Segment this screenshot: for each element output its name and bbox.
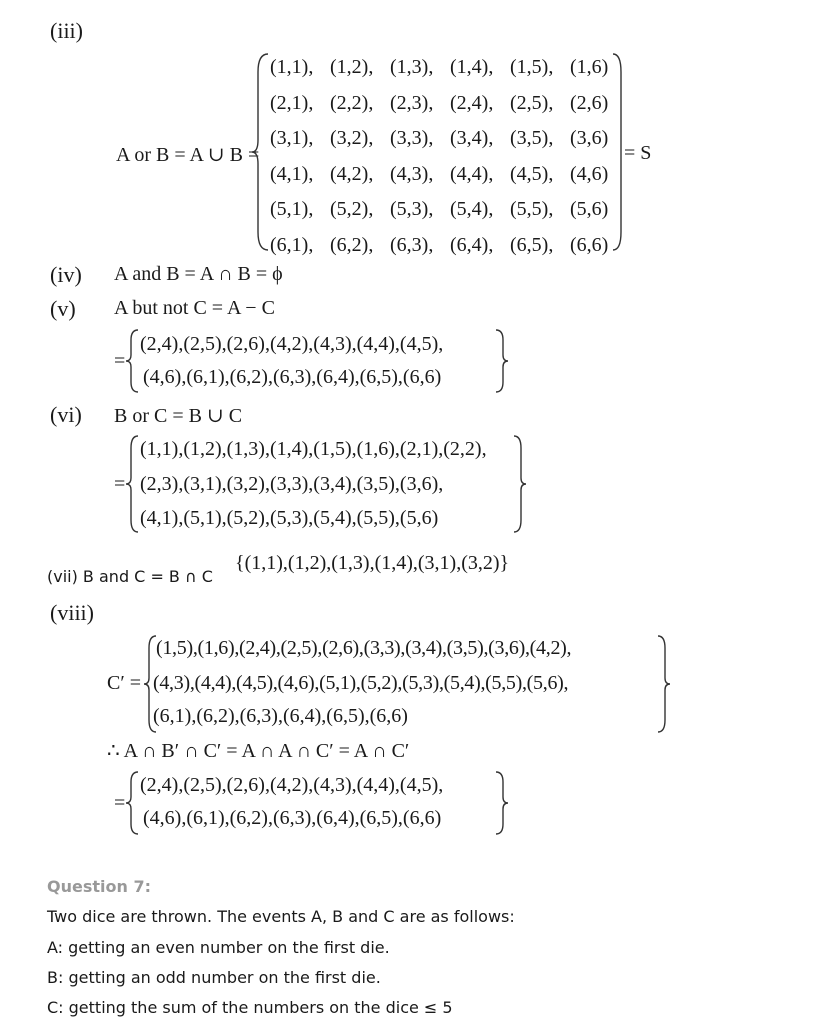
part-vi-left-brace <box>124 434 140 534</box>
part-vi-equals: = <box>114 473 126 495</box>
sample-space-cell: (6,6) <box>570 233 609 256</box>
sample-space-cell: (6,4), <box>450 233 494 256</box>
sample-space-cell: (5,3), <box>390 198 434 220</box>
part-viii-therefore: ∴ A ∩ B′ ∩ C′ = A ∩ A ∩ C′ = A ∩ C′ <box>107 740 410 762</box>
part-iii-lhs: A or B = A ∪ B = <box>116 144 260 166</box>
sample-space-cell: (3,4), <box>450 127 494 149</box>
sample-space-cell: (1,3), <box>390 56 434 78</box>
sample-space-cell: (4,1), <box>270 162 314 185</box>
part-iii-left-brace <box>250 52 270 252</box>
part-vi-row-1: (1,1),(1,2),(1,3),(1,4),(1,5),(1,6),(2,1),(2,2), <box>140 438 487 460</box>
sample-space-cell: (1,2), <box>330 56 374 78</box>
sample-space-cell: (6,5), <box>510 233 554 256</box>
part-v-equals: = <box>114 350 126 372</box>
part-viii-row-2: (4,3),(4,4),(4,5),(4,6),(5,1),(5,2),(5,3),(5,4),(5,5),(5,6), <box>153 672 569 694</box>
sample-space-cell: (3,5), <box>510 127 554 149</box>
part-viii-row-1: (1,5),(1,6),(2,4),(2,5),(2,6),(3,3),(3,4),(3,5),(3,6),(4,2), <box>156 637 572 659</box>
sample-space-cell: (4,3), <box>390 162 434 185</box>
part-iv-label: (iv) <box>50 262 82 287</box>
sample-space-cell: (4,4), <box>450 162 494 185</box>
part-iv-text: A and B = A ∩ B = ϕ <box>114 263 283 285</box>
sample-space-cell: (6,1), <box>270 233 314 256</box>
sample-space-cell: (2,4), <box>450 91 494 114</box>
part-viii-right-brace <box>656 634 672 734</box>
part-vii-text: (vii) B and C = B ∩ C <box>47 567 213 586</box>
sample-space-cell: (3,2), <box>330 127 374 149</box>
sample-space-cell: (2,6) <box>570 91 609 114</box>
part-v-label: (v) <box>50 296 76 321</box>
part-vi-right-brace <box>512 434 528 534</box>
part-vii-set: {(1,1),(1,2),(1,3),(1,4),(3,1),(3,2)} <box>235 552 510 574</box>
sample-space-cell: (1,1), <box>270 56 314 78</box>
sample-space-cell: (6,3), <box>390 233 434 256</box>
sample-space-cell: (4,2), <box>330 162 374 185</box>
part-v-text: A but not C = A − C <box>114 297 275 319</box>
part-v-right-brace <box>494 328 510 394</box>
sample-space-cell: (4,5), <box>510 162 554 185</box>
sample-space-cell: (2,2), <box>330 91 374 114</box>
part-iii-label: (iii) <box>50 18 83 43</box>
sample-space-cell: (5,2), <box>330 198 374 220</box>
sample-space-cell: (5,6) <box>570 198 609 220</box>
sample-space-cell: (3,1), <box>270 127 314 149</box>
part-v-row-2: (4,6),(6,1),(6,2),(6,3),(6,4),(6,5),(6,6) <box>143 366 442 388</box>
part-v-left-brace <box>124 328 140 394</box>
part-viii-row-3: (6,1),(6,2),(6,3),(6,4),(6,5),(6,6) <box>153 705 408 727</box>
part-viii-result-left-brace <box>124 770 140 836</box>
part-vi-row-3: (4,1),(5,1),(5,2),(5,3),(5,4),(5,5),(5,6) <box>140 507 439 529</box>
sample-space-cell: (5,4), <box>450 198 494 220</box>
question-7-line-2: A: getting an even number on the first die. <box>47 938 390 957</box>
part-viii-result-row-2: (4,6),(6,1),(6,2),(6,3),(6,4),(6,5),(6,6) <box>143 807 442 829</box>
sample-space-cell: (5,5), <box>510 198 554 220</box>
sample-space-cell: (6,2), <box>330 233 374 256</box>
part-vii-set-values: (1,1),(1,2),(1,3),(1,4),(3,1),(3,2) <box>244 552 500 574</box>
part-viii-label: (viii) <box>50 600 94 625</box>
sample-space-cell: (1,6) <box>570 56 609 78</box>
part-vi-text: B or C = B ∪ C <box>114 405 243 427</box>
part-viii-result-right-brace <box>494 770 510 836</box>
part-iii-rhs: = S <box>624 142 652 164</box>
sample-space-cell: (3,6) <box>570 127 609 149</box>
question-7-heading: Question 7: <box>47 877 151 896</box>
part-vi-label: (vi) <box>50 402 82 427</box>
sample-space-cell: (2,5), <box>510 91 554 114</box>
part-iii-sample-space <box>270 50 630 263</box>
question-7-line-3: B: getting an odd number on the first die. <box>47 968 381 987</box>
question-7-line-4: C: getting the sum of the numbers on the dice ≤ 5 <box>47 998 453 1017</box>
sample-space-cell: (1,4), <box>450 56 494 78</box>
part-viii-equals: = <box>114 792 126 814</box>
sample-space-cell: (4,6) <box>570 162 609 185</box>
question-7-line-1: Two dice are thrown. The events A, B and C are as follows: <box>47 907 515 926</box>
part-vi-row-2: (2,3),(3,1),(3,2),(3,3),(3,4),(3,5),(3,6), <box>140 473 444 495</box>
part-v-row-1: (2,4),(2,5),(2,6),(4,2),(4,3),(4,4),(4,5), <box>140 333 444 355</box>
sample-space-cell: (2,1), <box>270 91 314 114</box>
sample-space-cell: (3,3), <box>390 127 434 149</box>
sample-space-cell: (2,3), <box>390 91 434 114</box>
sample-space-cell: (1,5), <box>510 56 554 78</box>
sample-space-cell: (5,1), <box>270 198 314 220</box>
part-viii-lhs: C′ = <box>107 672 141 694</box>
part-viii-result-row-1: (2,4),(2,5),(2,6),(4,2),(4,3),(4,4),(4,5), <box>140 774 444 796</box>
